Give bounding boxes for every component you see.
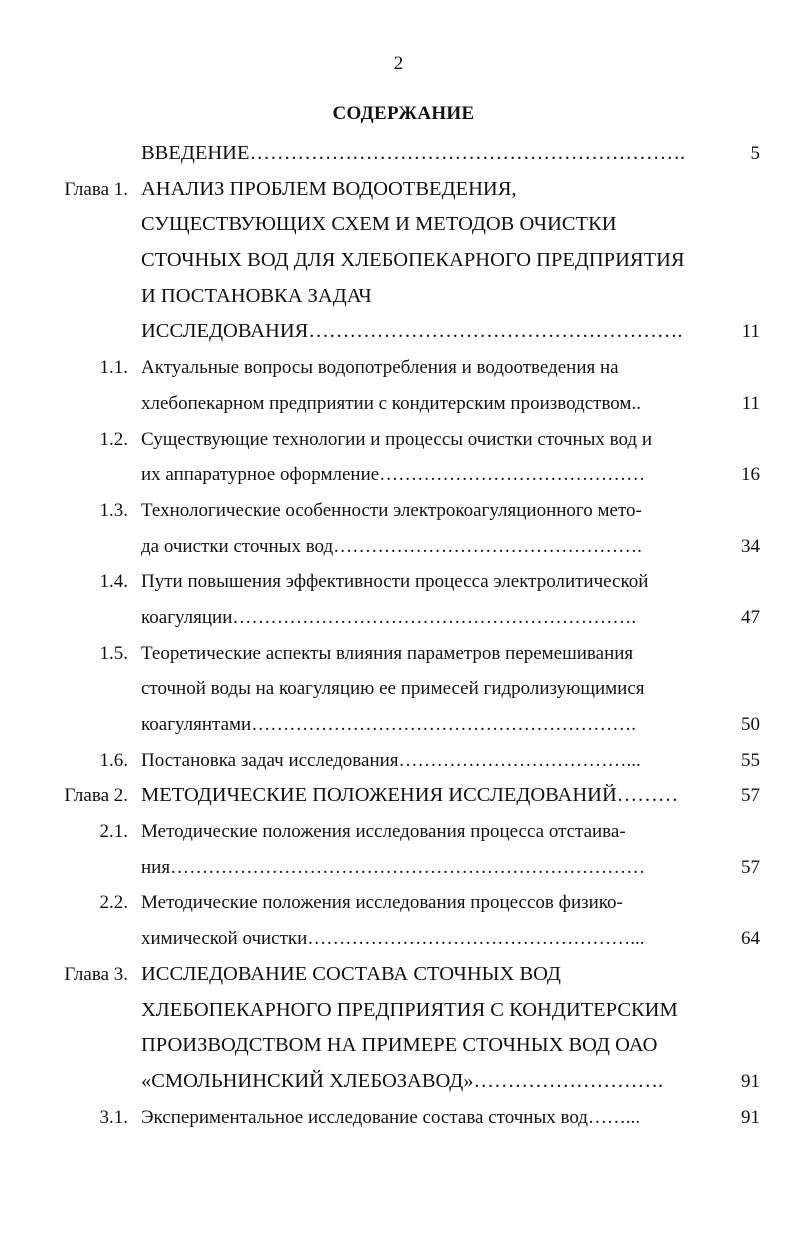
toc-text: ВВЕДЕНИЕ………………………………………………………. (141, 142, 686, 164)
toc-text: Методические положения исследования процессов физико- (141, 892, 623, 914)
toc-text: ния………………………………………………………………… (141, 856, 646, 878)
toc-line (0, 850, 797, 886)
toc-page-number: 55 (741, 749, 760, 771)
toc-line (0, 243, 797, 279)
toc-text: Пути повышения эффективности процесса электролитической (141, 571, 649, 593)
toc-line (0, 279, 797, 315)
toc-page-number: 57 (741, 785, 760, 807)
toc-line (0, 885, 797, 921)
toc-line (0, 457, 797, 493)
toc-text: ПРОИЗВОДСТВОМ НА ПРИМЕРЕ СТОЧНЫХ ВОД ОАО (141, 1034, 658, 1057)
toc-label: 3.1. (99, 1106, 128, 1128)
toc-text: СУЩЕСТВУЮЩИХ СХЕМ И МЕТОДОВ ОЧИСТКИ (141, 213, 617, 236)
toc-page-number: 5 (750, 143, 760, 164)
toc-text: И ПОСТАНОВКА ЗАДАЧ (141, 284, 372, 307)
toc-text: да очистки сточных вод…………………………………………. (141, 535, 642, 557)
toc-text: МЕТОДИЧЕСКИЕ ПОЛОЖЕНИЯ ИССЛЕДОВАНИЙ……… (141, 784, 679, 807)
toc-label: 1.1. (99, 357, 128, 379)
toc-label: 1.6. (99, 749, 128, 771)
toc-line (0, 136, 797, 172)
page-number: 2 (393, 53, 404, 74)
toc-text: коагуляции………………………………………………………. (141, 606, 637, 628)
toc-line (0, 564, 797, 600)
toc-line (0, 814, 797, 850)
page-title: СОДЕРЖАНИЕ (332, 103, 475, 124)
toc-line (0, 314, 797, 350)
toc-text: Актуальные вопросы водопотребления и водоотведения на (141, 357, 619, 379)
toc-label: 1.4. (99, 571, 128, 593)
toc-text: «СМОЛЬНИНСКИЙ ХЛЕБОЗАВОД»………………………. (141, 1069, 664, 1092)
toc-line (0, 671, 797, 707)
toc-text: Постановка задач исследования………………………………... (141, 749, 641, 771)
toc-line (0, 993, 797, 1029)
toc-line (0, 600, 797, 636)
toc-page-number: 50 (741, 714, 760, 735)
toc-label: Глава 2. (64, 785, 128, 807)
toc-page-number: 16 (741, 464, 760, 486)
toc-label: Глава 1. (64, 178, 128, 200)
toc-text: химической очистки……………………………………………... (141, 928, 645, 950)
toc-page-number: 64 (741, 928, 760, 950)
toc-page-number: 47 (741, 606, 760, 628)
toc-line (0, 529, 797, 565)
toc-text: Технологические особенности электрокоагуляционного мето- (141, 499, 642, 521)
toc-line (0, 350, 797, 386)
toc-text: Существующие технологии и процессы очистки сточных вод и (141, 428, 653, 450)
toc-page-number: 34 (741, 535, 760, 557)
toc-line (0, 1100, 797, 1136)
toc-line (0, 957, 797, 993)
toc-text: хлебопекарном предприятии с кондитерским производством.. (141, 392, 641, 414)
toc-line (0, 778, 797, 814)
toc-page-number: 91 (741, 1070, 760, 1092)
toc-text: Методические положения исследования процесса отстаива- (141, 821, 626, 843)
toc-line (0, 707, 797, 743)
toc-text: ИССЛЕДОВАНИЕ СОСТАВА СТОЧНЫХ ВОД (141, 962, 561, 985)
toc-line (0, 1064, 797, 1100)
toc-line (0, 921, 797, 957)
toc-label: Глава 3. (64, 963, 128, 985)
toc-text: Теоретические аспекты влияния параметров перемешивания (141, 642, 634, 664)
toc-text: сточной воды на коагуляцию ее примесей гидролизующимися (141, 678, 645, 700)
toc-label: 1.2. (99, 428, 128, 450)
toc-page-number: 11 (741, 321, 760, 343)
table-of-contents (0, 136, 797, 1135)
toc-line (0, 493, 797, 529)
toc-text: их аппаратурное оформление…………………………………… (141, 464, 646, 486)
toc-label: 1.3. (99, 499, 128, 521)
toc-page-number: 91 (741, 1106, 760, 1128)
toc-text: ИССЛЕДОВАНИЯ………………………………………………. (141, 320, 683, 343)
toc-page-number: 11 (741, 392, 760, 414)
toc-label: 2.1. (99, 821, 128, 843)
toc-text: коагулянтами……………………………………………………. (141, 714, 636, 735)
toc-page-number: 57 (741, 856, 760, 878)
toc-line (0, 422, 797, 458)
toc-line (0, 1028, 797, 1064)
toc-line (0, 172, 797, 208)
toc-text: АНАЛИЗ ПРОБЛЕМ ВОДООТВЕДЕНИЯ, (141, 177, 517, 200)
toc-line (0, 743, 797, 779)
toc-line (0, 207, 797, 243)
toc-line (0, 636, 797, 672)
toc-text: СТОЧНЫХ ВОД ДЛЯ ХЛЕБОПЕКАРНОГО ПРЕДПРИЯТИЯ (141, 249, 685, 272)
toc-text: Экспериментальное исследование состава сточных вод……... (141, 1106, 641, 1128)
toc-label: 2.2. (99, 892, 128, 914)
toc-text: ХЛЕБОПЕКАРНОГО ПРЕДПРИЯТИЯ С КОНДИТЕРСКИМ (141, 998, 678, 1021)
toc-line (0, 386, 797, 422)
toc-label: 1.5. (99, 642, 128, 664)
